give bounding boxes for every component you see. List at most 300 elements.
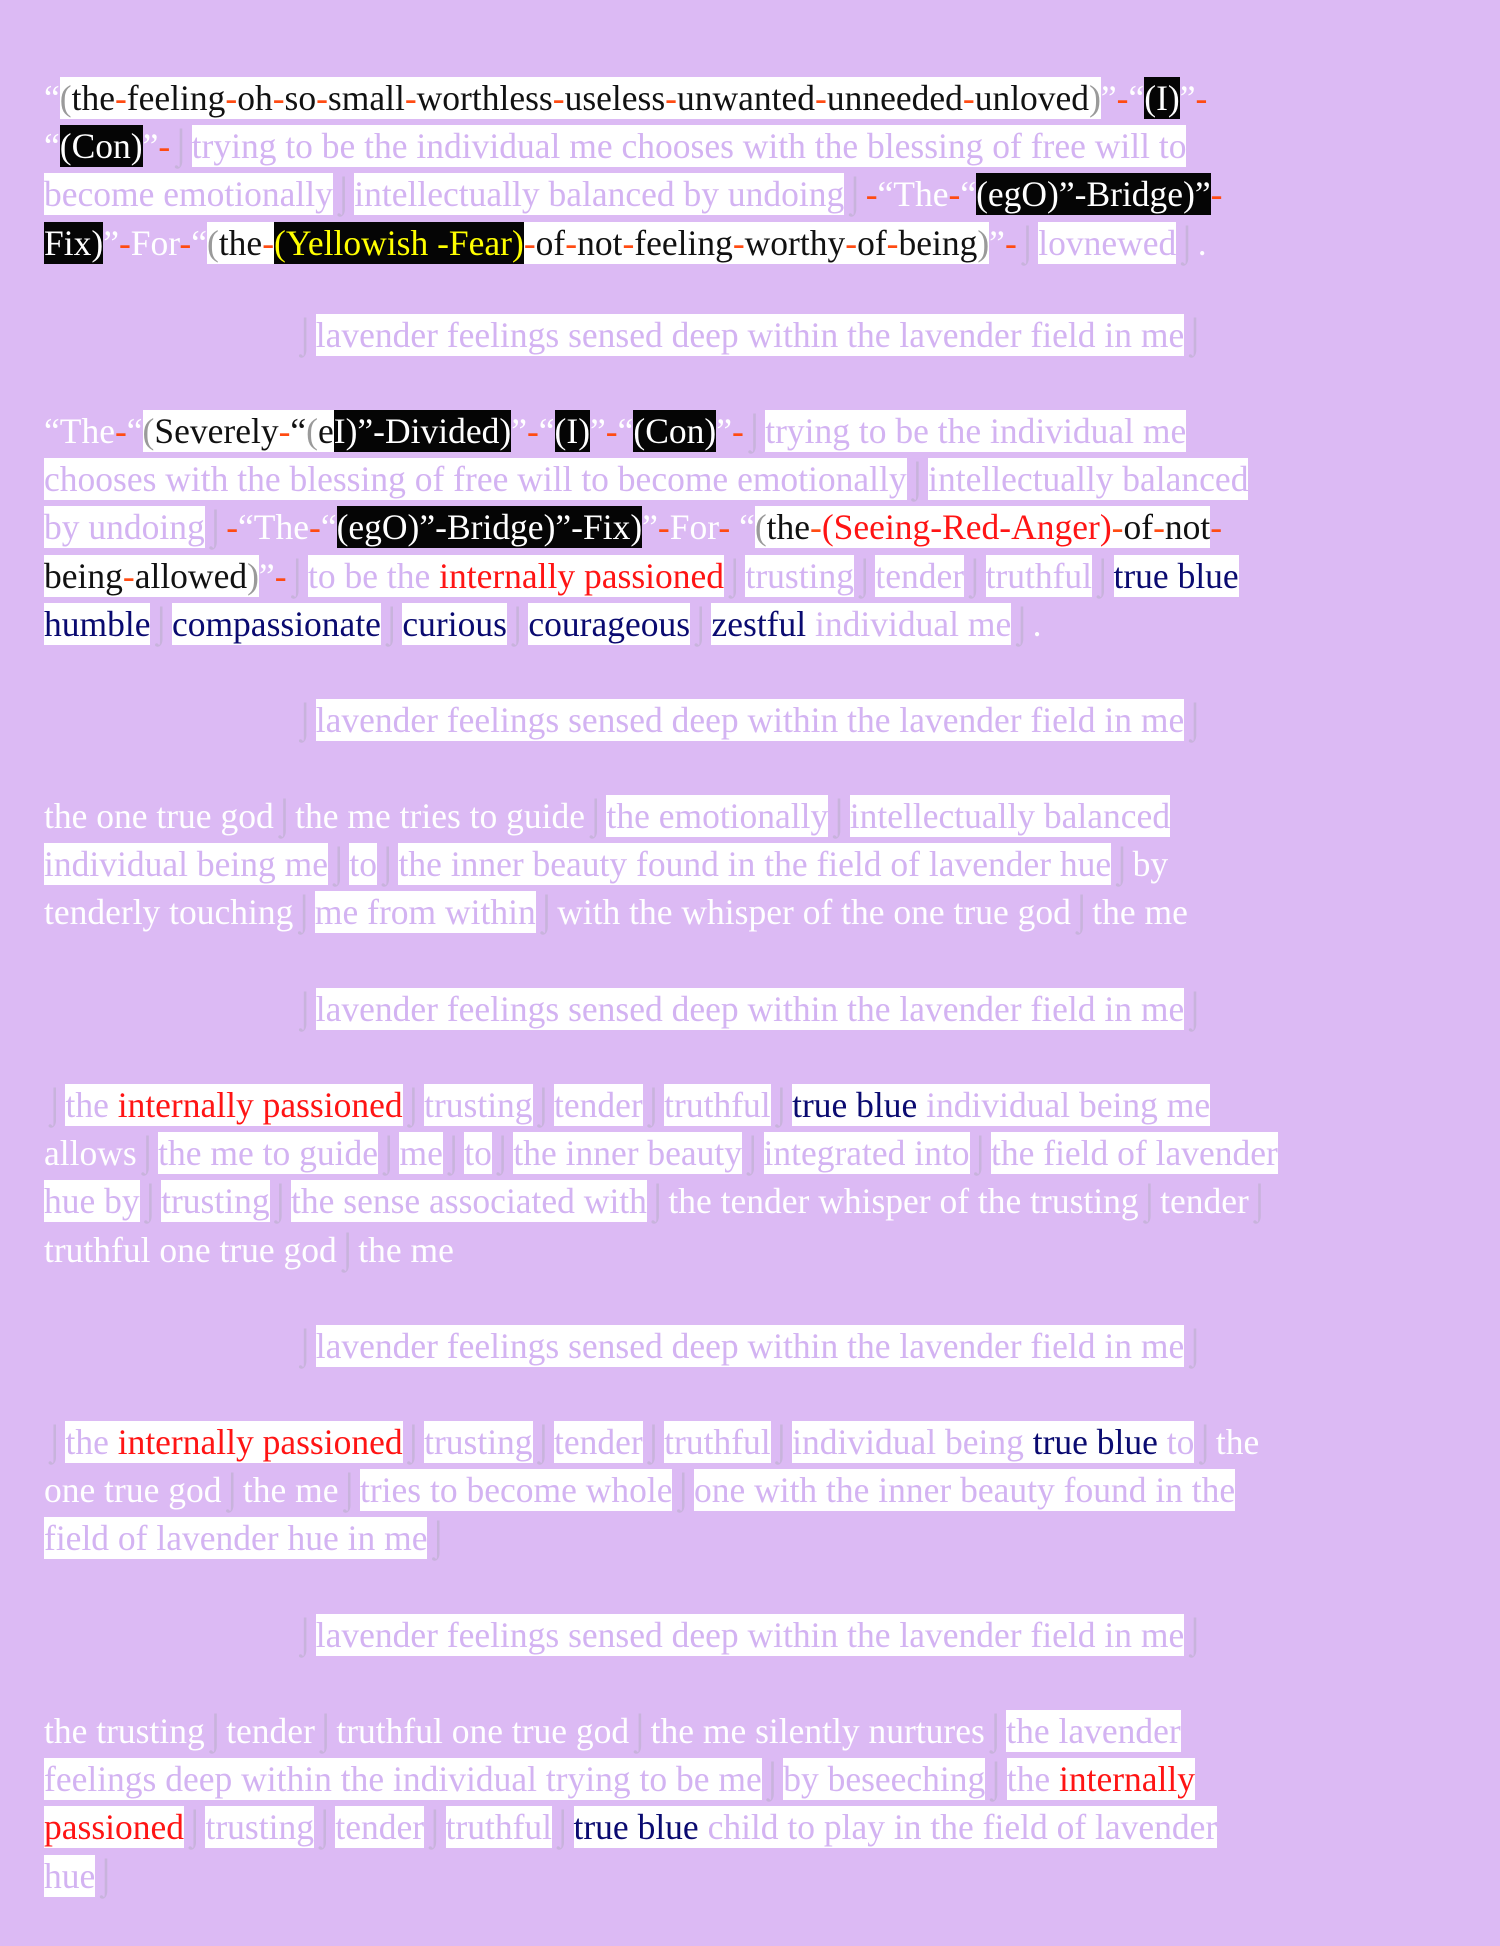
paragraph [44, 792, 1464, 937]
text-line [44, 600, 1464, 648]
text-run: feelings deep within the individual trying to be me [44, 1759, 762, 1800]
text-run: intellectually balanced [928, 459, 1249, 500]
text-run: For [130, 222, 180, 263]
text-run: (egO)”-Bridge)” [976, 174, 1211, 215]
text-run: ⌡ [642, 1422, 665, 1462]
text-run: ⌡ [969, 1133, 991, 1174]
text-run: compassionate [171, 603, 381, 644]
text-run: For [669, 507, 719, 548]
text-run: individual being [792, 1422, 1033, 1462]
paragraph [44, 1418, 1464, 1563]
text-run: ( [142, 411, 155, 451]
text-run: ⌡ [532, 1422, 555, 1462]
text-line [44, 1081, 1464, 1129]
text-run: ” [989, 222, 1005, 263]
text-run: ⌡ [150, 603, 172, 644]
text-run: - [1210, 174, 1223, 215]
text-run: ⌡ [770, 1422, 793, 1462]
text-run: ⌡ [642, 1085, 665, 1125]
text-run: “ [960, 174, 977, 215]
text-run: (Yellowish -Fear) [274, 222, 524, 263]
text-run: intellectually balanced [849, 796, 1171, 836]
text-run: - [718, 507, 731, 548]
text-run: truthful one true god [336, 1711, 630, 1751]
text-run: ⌡ [336, 1229, 359, 1270]
text-run: (I) [1144, 78, 1180, 118]
text-run: (I) [554, 411, 591, 451]
text-run: worthless [416, 78, 553, 118]
paragraph [44, 407, 1464, 648]
text-run: ” [511, 411, 527, 451]
text-run: ⌡ [286, 555, 308, 596]
text-run: ⌡ [273, 796, 296, 836]
text-run: (Con) [59, 126, 143, 167]
text-run: ⌡ [44, 1085, 66, 1125]
text-run: tender [554, 1422, 643, 1462]
text-run: ⌡ [314, 1711, 337, 1751]
text-run: ⌡ [204, 1711, 227, 1751]
text-run: with the whisper of the one true god [557, 892, 1071, 933]
text-run: the [71, 78, 115, 118]
text-run: the me silently nurtures [650, 1711, 985, 1751]
text-run: the [766, 507, 811, 548]
text-line [44, 1177, 1464, 1225]
text-run: tender [335, 1807, 425, 1848]
text-run: “The [238, 507, 309, 548]
text-run: ⌡ [402, 1085, 425, 1125]
text-run: ⌡ [327, 844, 350, 885]
text-run: intellectually balanced by undoing [354, 174, 845, 215]
text-run: true blue [1032, 1422, 1158, 1462]
text-run: true blue [1113, 555, 1239, 596]
text-run: ” [103, 222, 119, 263]
text-run: to be the [307, 555, 440, 596]
text-run: - [886, 222, 899, 263]
text-run: field of lavender hue in me [44, 1518, 428, 1559]
text-run: e [318, 411, 334, 451]
text-run: “ [730, 507, 755, 548]
text-run: tender [1160, 1181, 1249, 1222]
text-run: ⌡ [585, 796, 607, 836]
text-run: (Seeing-Red-Anger) [821, 507, 1112, 548]
text-run: ⌡ [136, 1133, 159, 1174]
text-run: ” [1100, 78, 1117, 118]
text-run: ⌡ [985, 1759, 1007, 1800]
text-run: ⌡ [742, 1133, 764, 1174]
text-run: - [262, 222, 275, 263]
text-run: ⌡ [552, 1807, 574, 1848]
text-run: - [1004, 222, 1017, 263]
text-run: - [114, 411, 127, 451]
text-run: courageous [528, 603, 691, 644]
text-run: not [577, 222, 623, 263]
text-run: ⌡ [761, 1759, 784, 1800]
text-run: true blue [573, 1807, 699, 1848]
text-run: lavender feelings sensed deep within the lavender field in me [315, 1615, 1185, 1655]
text-run: ⌡ [332, 174, 355, 215]
text-run: - [278, 411, 291, 451]
text-run: the field of lavender [991, 1133, 1278, 1174]
text-run: ⌡ [139, 1181, 162, 1222]
text-run: - [523, 222, 536, 263]
text-run: tries to become whole [359, 1470, 673, 1511]
text-run: ⌡ [402, 1422, 425, 1462]
text-run: the [65, 1422, 118, 1462]
text-run: - [526, 411, 539, 451]
text-run: individual being me [917, 1085, 1211, 1125]
text-run: to [464, 1133, 492, 1174]
text-run: ( [754, 507, 767, 548]
text-run: one true god [44, 1470, 222, 1511]
text-run: - [948, 174, 961, 215]
text-run: ⌡ [170, 126, 192, 167]
text-run: of [857, 222, 887, 263]
text-run: ⌡ [1184, 700, 1206, 740]
text-run: truthful [664, 1422, 771, 1462]
text-run: the sense associated with [291, 1181, 647, 1222]
text-run: lavender feelings sensed deep within the lavender field in me [315, 700, 1185, 740]
text-run: lavender feelings sensed deep within the lavender field in me [315, 989, 1185, 1029]
text-run: ⌡ [770, 1085, 793, 1125]
text-run: - [1195, 78, 1208, 118]
text-run: ” [142, 126, 159, 167]
text-run: “The [44, 411, 115, 451]
text-run: “ [44, 126, 60, 167]
paragraph [44, 74, 1464, 267]
text-run: the me to guide [158, 1133, 378, 1174]
text-run: allowed [134, 555, 248, 596]
text-run: allows [44, 1133, 137, 1174]
text-run: passioned [44, 1807, 185, 1848]
text-run: ⌡ [853, 555, 876, 596]
text-run: - [1153, 507, 1165, 548]
text-run: ⌡ [672, 1470, 694, 1511]
text-run: ⌡ [221, 1470, 243, 1511]
text-run: - [1116, 78, 1129, 118]
text-run: ⌡ [380, 603, 403, 644]
text-run: - [114, 78, 127, 118]
text-run: the me [242, 1470, 339, 1511]
text-run: to [1157, 1422, 1195, 1462]
text-run: Severely [154, 411, 279, 451]
text-run: (Con) [633, 411, 717, 451]
text-run: truthful [664, 1085, 771, 1125]
text-run: ⌡ [95, 1855, 117, 1896]
text-run: of [535, 222, 566, 263]
text-run: being [44, 555, 123, 596]
text-run: ⌡ [906, 459, 929, 500]
text-run: truthful [985, 555, 1093, 596]
text-run: trying to be the individual me chooses with the blessing of free will to [191, 126, 1187, 167]
text-run: tender [554, 1085, 643, 1125]
text-run: the [218, 222, 263, 263]
text-run: of [1123, 507, 1154, 548]
text-run: trusting [424, 1422, 533, 1462]
text-run: - [274, 555, 287, 596]
text-run: worthy [744, 222, 846, 263]
text-run: internally passioned [117, 1422, 403, 1462]
text-run: ⌡ [690, 603, 712, 644]
text-run: “ [126, 411, 143, 451]
text-run: feeling [126, 78, 226, 118]
text-run: ⌡ [506, 603, 529, 644]
text-run: ⌡ [338, 1470, 360, 1511]
text-run: lavender feelings sensed deep within the lavender field in me [315, 315, 1185, 355]
text-run: ” [590, 411, 606, 451]
text-run: ⌡ [1248, 1181, 1271, 1222]
text-run: hue [44, 1855, 96, 1896]
text-run: become emotionally [44, 174, 333, 215]
text-run: the inner beauty found in the field of lavender hue [398, 844, 1112, 885]
text-run: - [962, 78, 975, 118]
text-run: by undoing [44, 507, 205, 548]
text-line [44, 74, 1464, 122]
text-run: - [731, 411, 744, 451]
text-run: . [1032, 603, 1042, 644]
text-run: ) [977, 222, 990, 263]
refrain-line [0, 696, 1500, 744]
text-run: - [657, 507, 670, 548]
text-run: . [1197, 222, 1207, 263]
text-run: ( [59, 78, 72, 118]
text-run: - [865, 174, 878, 215]
text-run: - [225, 78, 238, 118]
text-run: ⌡ [294, 700, 316, 740]
text-line [44, 503, 1464, 551]
text-run: ⌡ [1070, 892, 1093, 933]
text-run: ” [716, 411, 732, 451]
text-run: one with the inner beauty found in the [693, 1470, 1236, 1511]
text-run: oh [237, 78, 273, 118]
text-run: trusting [205, 1807, 314, 1848]
text-run: trusting [161, 1181, 270, 1222]
text-run: individual me [806, 603, 1012, 644]
text-run: not [1164, 507, 1211, 548]
text-run: to [349, 844, 378, 885]
text-run: ⌡ [294, 315, 316, 355]
text-run: the [1006, 1759, 1059, 1800]
text-line [0, 696, 1500, 744]
text-run: - [622, 222, 635, 263]
text-run: ⌡ [313, 1807, 336, 1848]
paragraph [44, 1081, 1464, 1274]
text-run: me [399, 1133, 443, 1174]
text-run: - [810, 507, 822, 548]
text-run: “ [320, 507, 337, 548]
text-line [44, 1707, 1464, 1755]
text-run: ⌡ [442, 1133, 465, 1174]
text-run: lavender feelings sensed deep within the lavender field in me [315, 1326, 1185, 1366]
text-run: ⌡ [427, 1518, 449, 1559]
text-line [44, 1852, 1464, 1900]
text-run: useless [564, 78, 666, 118]
text-run: - [316, 78, 328, 118]
text-run: ⌡ [535, 892, 558, 933]
text-run: ⌡ [294, 989, 316, 1029]
text-run: integrated into [763, 1133, 970, 1174]
text-run: “ [44, 78, 60, 118]
text-run: the me tries to guide [295, 796, 585, 836]
text-run: the inner beauty [513, 1133, 743, 1174]
text-run: - [552, 78, 565, 118]
text-run: the [65, 1085, 118, 1125]
text-run: ⌡ [1184, 989, 1206, 1029]
text-run: the [1215, 1422, 1260, 1462]
text-run: ⌡ [964, 555, 986, 596]
text-line [44, 122, 1464, 170]
text-line [44, 1514, 1464, 1562]
text-run: ⌡ [491, 1133, 514, 1174]
text-run: ( [306, 411, 318, 451]
refrain-line [0, 311, 1500, 359]
text-run: I)”-Divided) [333, 411, 512, 451]
text-line [44, 219, 1464, 267]
text-run: ⌡ [1184, 315, 1206, 355]
text-run: “ [290, 411, 307, 451]
text-run: trusting [424, 1085, 533, 1125]
text-line [44, 1418, 1464, 1466]
text-run: the one true god [44, 796, 274, 836]
text-run: ) [247, 555, 259, 596]
text-run: Fix) [44, 222, 104, 263]
text-run: tenderly touching [44, 892, 294, 933]
text-run: zestful [711, 603, 807, 644]
refrain-line [0, 985, 1500, 1033]
text-run: ⌡ [424, 1807, 446, 1848]
text-run: ⌡ [184, 1807, 206, 1848]
text-run: - [605, 411, 618, 451]
text-run: by beseeching [783, 1759, 986, 1800]
text-run: ) [1089, 78, 1101, 118]
text-line [44, 888, 1464, 936]
text-run: - [1111, 507, 1124, 548]
text-line [0, 985, 1500, 1033]
text-run: the me [358, 1229, 454, 1270]
text-run: tender [875, 555, 965, 596]
text-run: curious [402, 603, 507, 644]
text-run: ” [258, 555, 275, 596]
text-run: ⌡ [1138, 1181, 1161, 1222]
text-run: - [308, 507, 321, 548]
text-run: (egO)”-Bridge)”-Fix) [336, 507, 643, 548]
text-run: - [665, 78, 677, 118]
text-run: - [732, 222, 745, 263]
text-run: ⌡ [646, 1181, 669, 1222]
text-run: - [158, 126, 171, 167]
text-run: feeling [634, 222, 733, 263]
text-run: ⌡ [377, 844, 399, 885]
text-line [44, 407, 1464, 455]
text-line [44, 1226, 1464, 1274]
text-line [44, 792, 1464, 840]
text-run: ⌡ [1194, 1422, 1216, 1462]
text-run: - [122, 555, 135, 596]
text-run: small [327, 78, 405, 118]
refrain-line [0, 1611, 1500, 1659]
text-run: the tender whisper of the trusting [668, 1181, 1139, 1222]
text-run: - [118, 222, 131, 263]
text-line [0, 1611, 1500, 1659]
text-line [44, 455, 1464, 503]
text-line [44, 840, 1464, 888]
text-run: being [898, 222, 978, 263]
text-run: truthful [445, 1807, 553, 1848]
text-run: ⌡ [294, 1326, 316, 1366]
text-run: individual being me [44, 844, 328, 885]
text-line [44, 1755, 1464, 1803]
refrain-line [0, 1322, 1500, 1370]
text-run: humble [44, 603, 151, 644]
text-line [44, 170, 1464, 218]
text-run: ⌡ [44, 1422, 66, 1462]
text-run: trying to be the individual me [765, 411, 1187, 451]
text-line [0, 311, 1500, 359]
paragraph [44, 1707, 1464, 1900]
text-run: - [272, 78, 285, 118]
text-run: ⌡ [1011, 603, 1033, 644]
text-run: unneeded [826, 78, 963, 118]
text-run: ⌡ [844, 174, 866, 215]
text-run: ⌡ [532, 1085, 555, 1125]
text-run: ” [642, 507, 658, 548]
text-run: internally [1058, 1759, 1196, 1800]
text-run: unwanted [676, 78, 815, 118]
text-run: the emotionally [606, 796, 829, 836]
text-run: hue by [44, 1181, 140, 1222]
text-run: - [1210, 507, 1223, 548]
text-run: “ [191, 222, 207, 263]
text-run: ⌡ [984, 1711, 1007, 1751]
text-run: ⌡ [1184, 1326, 1206, 1366]
text-run: ⌡ [629, 1711, 651, 1751]
text-run: ⌡ [1092, 555, 1114, 596]
text-run: - [226, 507, 239, 548]
text-run: - [179, 222, 192, 263]
text-run: internally passioned [117, 1085, 403, 1125]
text-run: me from within [314, 892, 536, 933]
text-run: so [284, 78, 317, 118]
text-run: ⌡ [1176, 222, 1198, 263]
text-run: - [404, 78, 417, 118]
text-line [44, 1803, 1464, 1851]
text-run: ⌡ [293, 892, 315, 933]
text-run: tender [226, 1711, 315, 1751]
text-run: “ [1128, 78, 1145, 118]
text-run: ( [206, 222, 219, 263]
text-run: the lavender [1006, 1711, 1181, 1751]
text-run: internally passioned [439, 555, 725, 596]
text-run: ⌡ [828, 796, 850, 836]
text-run: chooses with the blessing of free will to become emotionally [44, 459, 907, 500]
text-run: true blue [792, 1085, 918, 1125]
text-run: truthful one true god [44, 1229, 337, 1270]
text-run: lovnewed [1038, 222, 1177, 263]
text-run: ⌡ [1016, 222, 1039, 263]
text-line [0, 1322, 1500, 1370]
text-line [44, 1466, 1464, 1514]
text-run: by [1132, 844, 1169, 885]
text-run: ⌡ [294, 1615, 316, 1655]
text-run: “ [617, 411, 634, 451]
text-run: unloved [974, 78, 1090, 118]
text-run: ⌡ [204, 507, 227, 548]
text-run: ⌡ [724, 555, 746, 596]
text-run: ⌡ [743, 411, 766, 451]
text-run: ⌡ [1111, 844, 1133, 885]
text-run: - [565, 222, 578, 263]
text-line [44, 552, 1464, 600]
text-line [44, 1129, 1464, 1177]
